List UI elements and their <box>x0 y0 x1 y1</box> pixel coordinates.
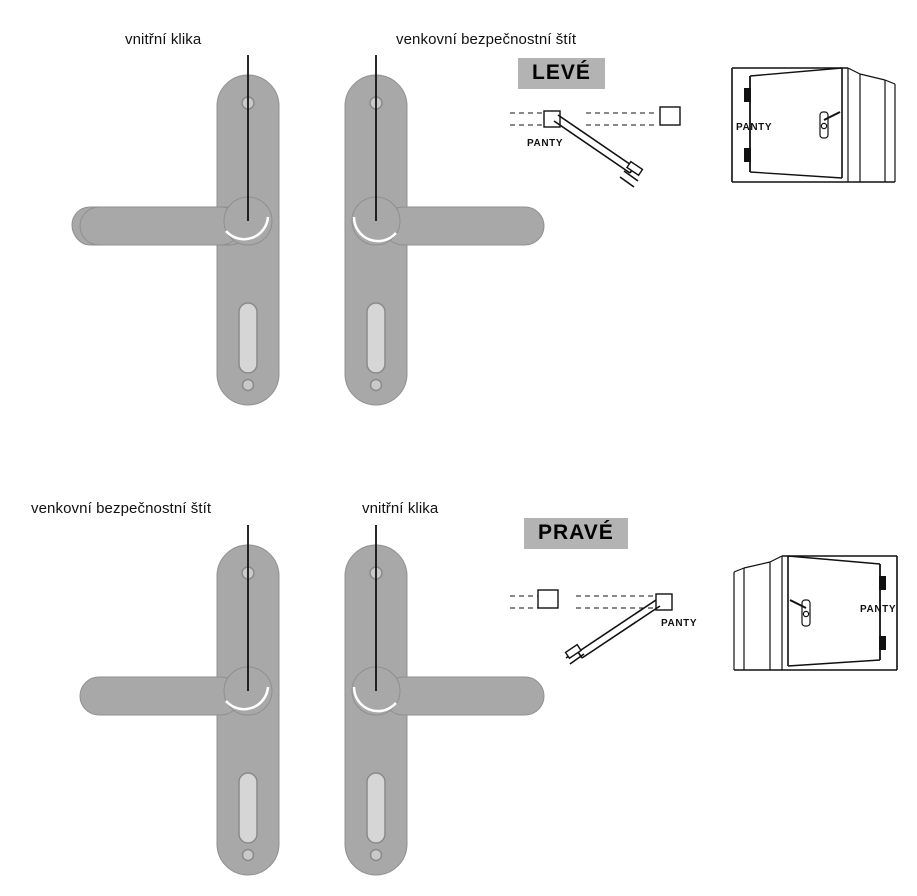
caption-right-inner-handle: vnitřní klika <box>362 500 439 517</box>
hardware-plate-right-outer <box>60 525 320 885</box>
badge-pravé <box>524 518 628 549</box>
badge-label: LEVÉ <box>518 58 605 89</box>
plan-hinge-label-left: PANTY <box>527 138 564 149</box>
plan-hinge-label-right: PANTY <box>661 618 698 629</box>
hardware-plate-left-inner <box>60 55 320 415</box>
elevation-hinge-label-left: PANTY <box>736 122 773 133</box>
caption-left-outer-shield: venkovní bezpečnostní štít <box>396 31 577 48</box>
caption-right-outer-shield: venkovní bezpečnostní štít <box>31 500 212 517</box>
badge-label: PRAVÉ <box>524 518 628 549</box>
elevation-hinge-label-right: PANTY <box>860 604 897 615</box>
caption-left-inner-handle: vnitřní klika <box>125 31 202 48</box>
door-elevation-right <box>722 548 912 683</box>
badge-levé <box>518 58 605 89</box>
